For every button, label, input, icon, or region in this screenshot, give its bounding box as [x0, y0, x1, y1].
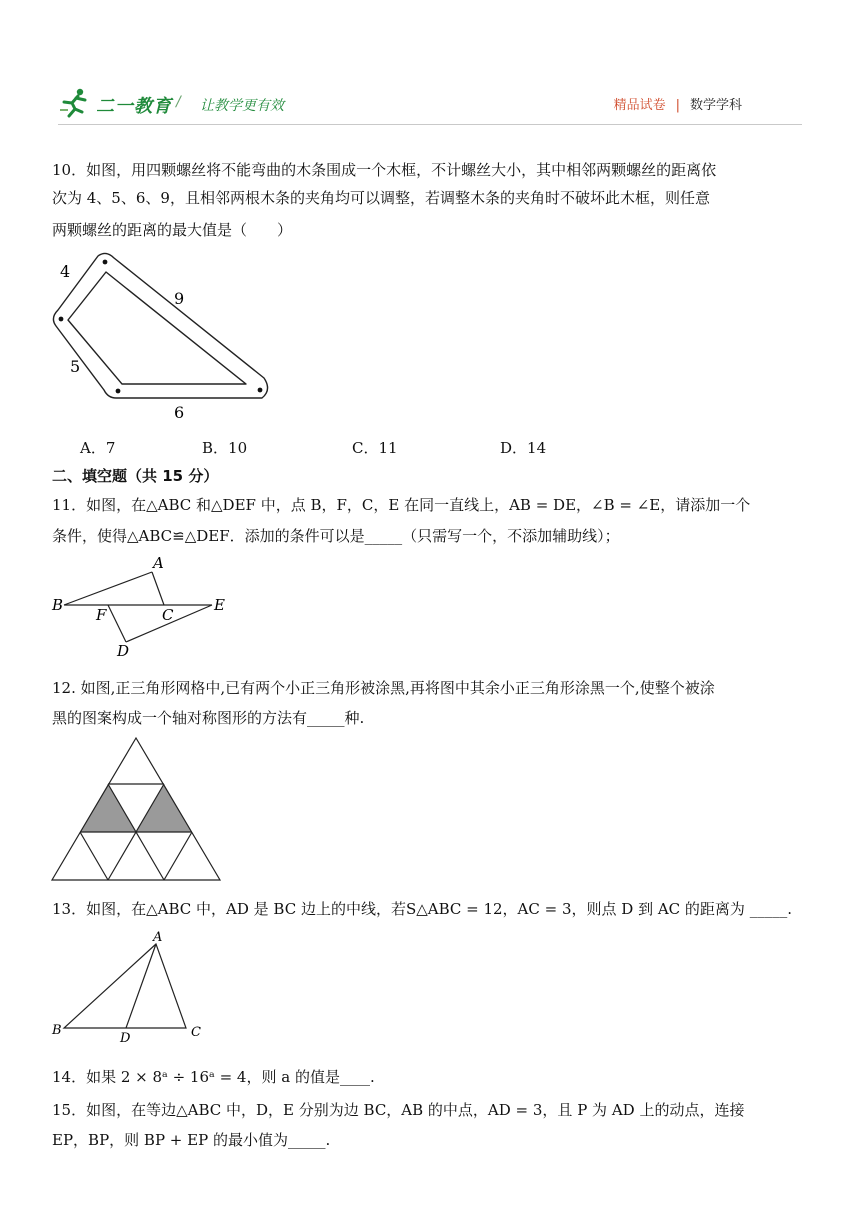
header-tags: [614, 94, 742, 113]
q10-option-d: D．14: [500, 439, 547, 457]
q10-line-1: 10．如图，用四颗螺丝将不能弯曲的木条围成一个木框，不计螺丝大小，其中相邻两颗螺丝的距离依: [52, 161, 717, 179]
q12-shaded-cell-right: [136, 784, 192, 832]
q11-label-f: F: [96, 606, 107, 624]
tag-quality-paper: 精品试卷: [613, 98, 666, 113]
tag-subject: 数学学科: [689, 98, 742, 113]
q10-option-c: C．11: [352, 439, 398, 457]
q11-label-d: D: [117, 642, 130, 660]
q11-label-e: E: [214, 596, 225, 614]
q11-line-1: 11．如图，在△ABC 和△DEF 中，点 B，F，C，E 在同一直线上，AB = DE，∠B = ∠E，请添加一个: [52, 496, 751, 514]
q14-line-1: 14．如果 2 × 8ᵃ ÷ 16ᵃ = 4，则 a 的值是____.: [52, 1068, 375, 1086]
q10-label-left: 5: [70, 357, 81, 376]
q11-label-b: B: [52, 596, 64, 614]
q10-label-right: 9: [174, 289, 185, 308]
q15-line-2: EP，BP，则 BP + EP 的最小值为_____.: [52, 1131, 331, 1149]
q13-line-1: 13．如图，在△ABC 中，AD 是 BC 边上的中线，若S△ABC = 12，AC = 3，则点 D 到 AC 的距离为 _____.: [52, 900, 792, 918]
q15-line-1: 15．如图，在等边△ABC 中，D，E 分别为边 BC，AB 的中点，AD = 3，且 P 为 AD 上的动点，连接: [52, 1101, 745, 1119]
q10-screw-1: [103, 260, 108, 265]
q13-label-c: C: [191, 1025, 201, 1040]
q13-triangle-figure: [50, 928, 210, 1046]
q13-label-d: D: [120, 1031, 131, 1046]
q10-screw-4: [258, 388, 263, 393]
q10-label-bottom: 6: [174, 403, 185, 422]
q10-screw-3: [116, 389, 121, 394]
q10-option-a: A．7: [80, 439, 116, 457]
runner-logo-icon: [58, 88, 94, 118]
slogan: 让教学更有效: [200, 98, 284, 114]
q12-shaded-cell-left: [80, 784, 136, 832]
q10-label-top: 4: [60, 262, 71, 281]
q11-line-2: 条件，使得△ABC≌△DEF．添加的条件可以是_____（只需写一个，不添加辅助线）；: [52, 527, 620, 545]
q13-label-a: A: [153, 930, 163, 945]
q11-label-c: C: [162, 606, 174, 624]
q12-line-2: 黑的图案构成一个轴对称图形的方法有_____种.: [52, 709, 365, 727]
brand-name: 二一教育: [96, 96, 172, 117]
q10-screw-2: [59, 317, 64, 322]
page-header: [58, 84, 802, 124]
q10-line-3: 两颗螺丝的距离的最大值是（ ）: [52, 221, 293, 239]
q10-wooden-frame-figure: [50, 250, 280, 422]
q12-triangle-grid-figure: [50, 736, 228, 882]
q10-option-b: B．10: [202, 439, 248, 457]
q13-label-b: B: [52, 1023, 62, 1038]
q11-label-a: A: [153, 554, 164, 572]
tag-separator: |: [675, 98, 680, 113]
q12-line-1: 12. 如图,正三角形网格中,已有两个小正三角形被涂黑,再将图中其余小正三角形涂黑一个,使整个被涂: [52, 679, 715, 697]
q10-line-2: 次为 4、5、6、9，且相邻两根木条的夹角均可以调整，若调整木条的夹角时不破坏此木框，则任意: [52, 189, 710, 207]
header-divider: [58, 124, 802, 125]
q11-triangles-figure: [50, 552, 240, 662]
header-separator: /: [176, 94, 181, 110]
section-fill-in-title: 二、填空题（共 15 分）: [52, 467, 219, 485]
